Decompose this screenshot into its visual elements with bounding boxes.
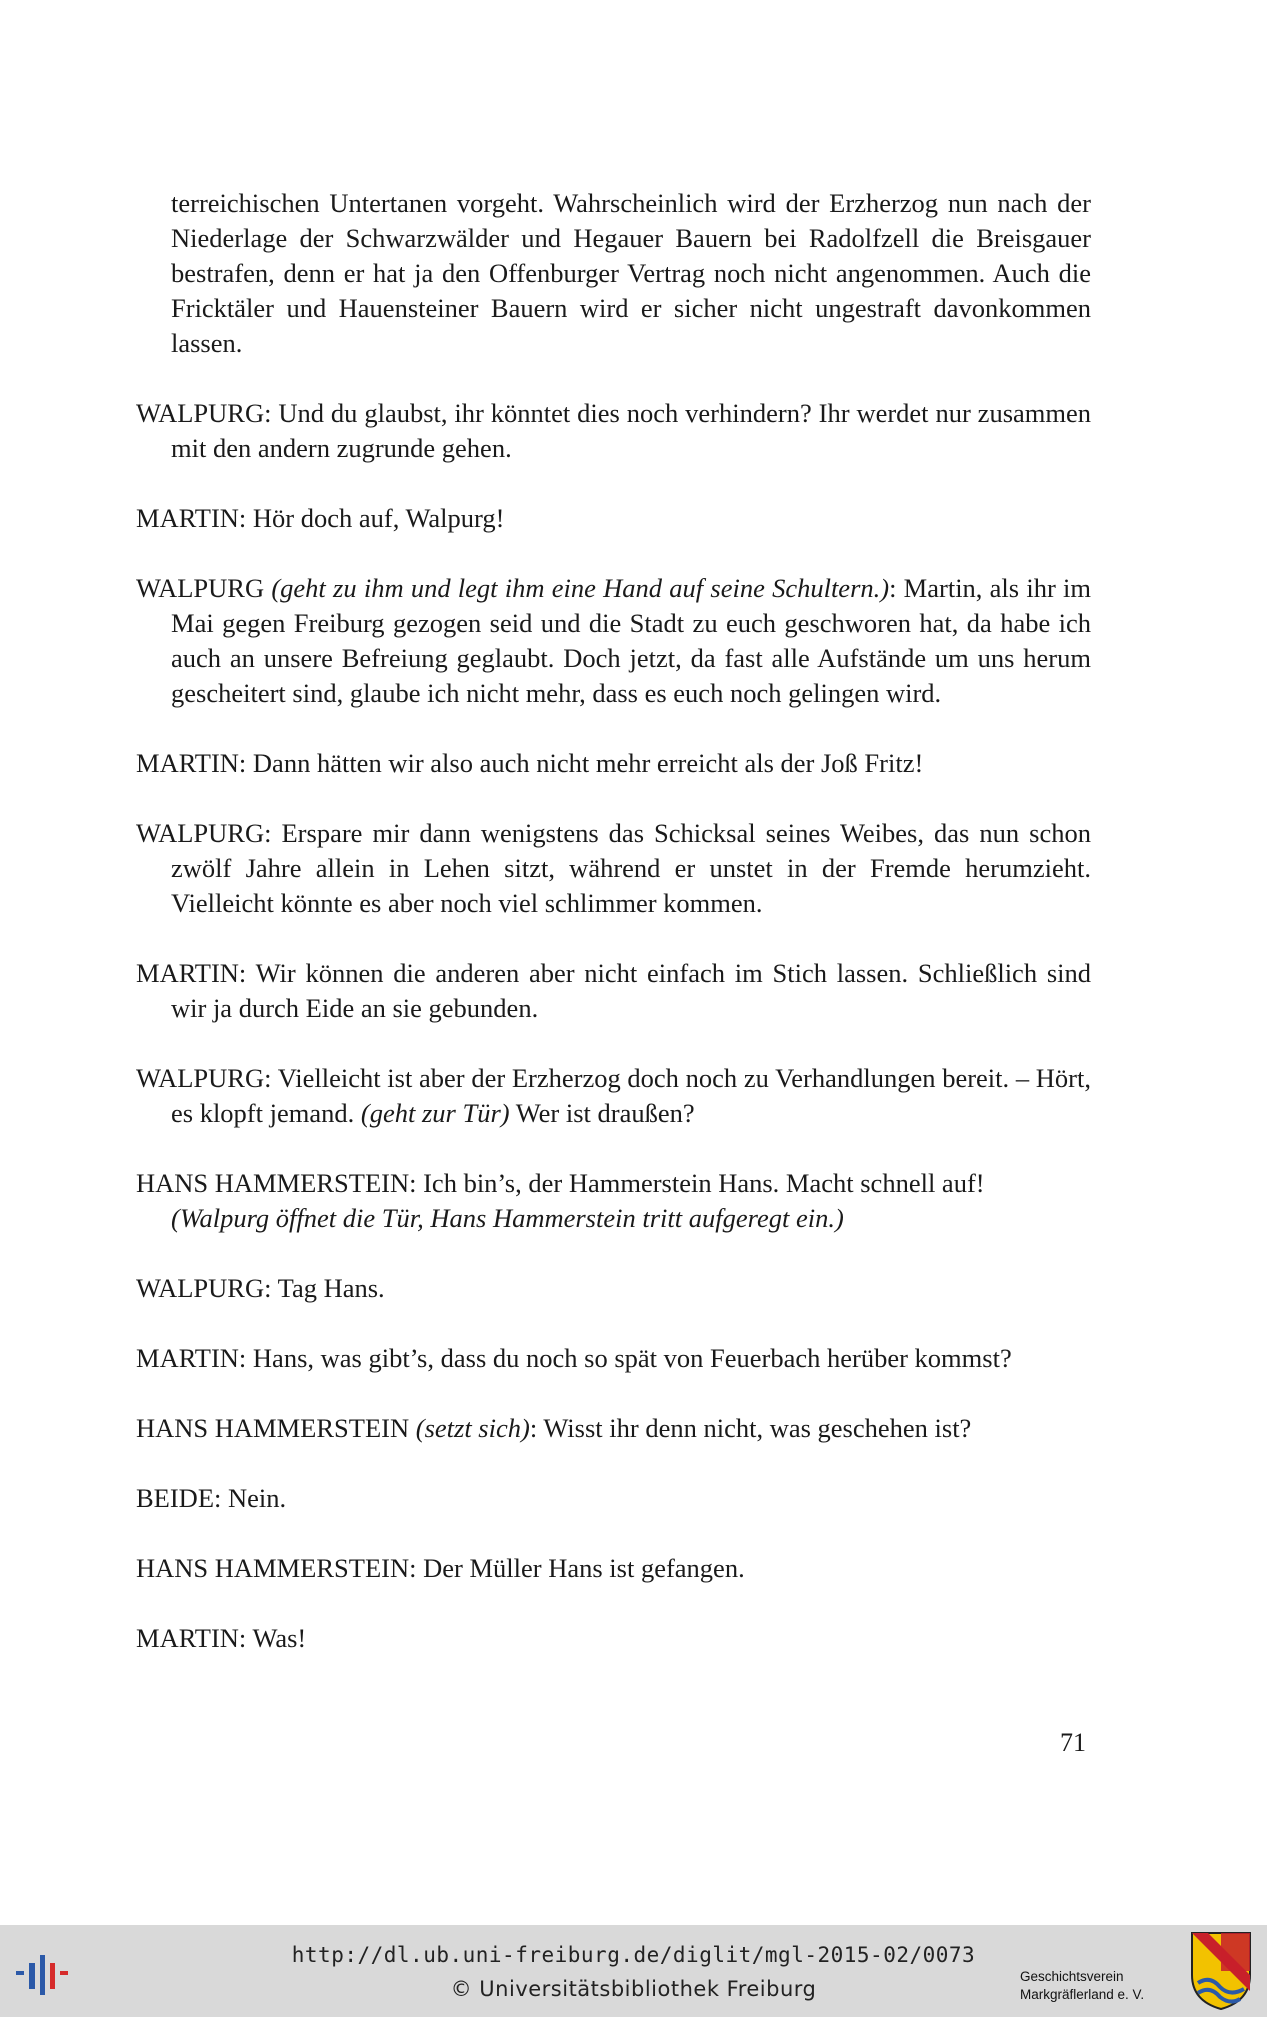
society-name-line: Markgräflerland e. V. [1020, 1987, 1145, 2002]
footer-bar [0, 1925, 1267, 2017]
dialogue-line [136, 1551, 1091, 1586]
coat-of-arms-icon [1190, 1931, 1252, 2011]
dialogue-line [136, 571, 1091, 711]
dialogue-line [136, 1271, 1091, 1306]
dialogue-line [136, 1341, 1091, 1376]
dialogue-text: Dann hätten wir also auch nicht mehr erreicht als der Joß Fritz! [252, 748, 924, 778]
dialogue-text: Nein. [228, 1483, 287, 1513]
speaker-name: MARTIN: [136, 1343, 247, 1373]
dialogue-line [136, 1166, 1091, 1236]
speaker-name: MARTIN: [136, 748, 247, 778]
speaker-name: MARTIN: [136, 503, 247, 533]
dialogue-line [136, 501, 1091, 536]
dialogue-text: Der Müller Hans ist gefangen. [423, 1553, 745, 1583]
dialogue-text: : Wisst ihr denn nicht, was geschehen ist? [529, 1413, 972, 1443]
dialogue-text: Vielleicht ist aber der Erzherzog doch noch zu Verhandlungen bereit. – Hört, es klopft jemand. [171, 1063, 1091, 1128]
dialogue-text: Und du glaubst, ihr könntet dies noch verhindern? Ihr werdet nur zusammen mit den andern zugrunde gehen. [171, 398, 1092, 463]
speaker-name: WALPURG: [136, 398, 272, 428]
dialogue-text: Tag Hans. [277, 1273, 385, 1303]
dialogue-text: Wir können die anderen aber nicht einfach im Stich lassen. Schließlich sind wir ja durch Eide an sie gebunden. [171, 958, 1091, 1023]
dialogue-text: Was! [252, 1623, 307, 1653]
dialogue-line [136, 396, 1091, 466]
speaker-name: WALPURG: [136, 1063, 272, 1093]
speaker-name: WALPURG [136, 573, 265, 603]
dialogue-line [136, 746, 1091, 781]
speaker-name: WALPURG: [136, 818, 272, 848]
speaker-name: BEIDE: [136, 1483, 222, 1513]
stage-direction: (setzt sich) [415, 1413, 530, 1443]
dialogue-text: : Martin, als ihr im Mai gegen Freiburg gezogen seid und die Stadt zu euch geschworen hat, da habe ich auch an unsere Befreiung geglaubt. Doch jetzt, da fast alle Aufstände um uns herum gescheitert sind, glaube ich nicht mehr, dass es euch noch gelingen wird. [171, 573, 1091, 708]
dialogue-text: Wer ist draußen? [515, 1098, 695, 1128]
footer-url-link[interactable]: http://dl.ub.uni-freiburg.de/diglit/mgl-2015-02/0073 [291, 1943, 976, 1967]
dialogue-line [136, 956, 1091, 1026]
paragraph-text: terreichischen Untertanen vorgeht. Wahrscheinlich wird der Erzherzog nun nach der Niederlage der Schwarzwälder und Hegauer Bauern bei Radolfzell die Breisgauer bestrafen, denn er hat ja den Offenburger Vertrag noch nicht angenommen. Auch die Fricktäler und Hauensteiner Bauern wird er sicher nicht ungestraft davonkommen lassen. [171, 188, 1091, 358]
speaker-name: HANS HAMMERSTEIN: [136, 1168, 417, 1198]
dialogue-line [136, 816, 1091, 921]
society-name [1020, 1968, 1144, 2004]
stage-direction: (geht zu ihm und legt ihm eine Hand auf seine Schultern.) [271, 573, 890, 603]
document-body [136, 186, 1091, 1691]
page-number: 71 [1060, 1728, 1086, 1757]
speaker-name: WALPURG: [136, 1273, 272, 1303]
dialogue-line [136, 1481, 1091, 1516]
dialogue-text: Hans, was gibt’s, dass du noch so spät von Feuerbach herüber kommst? [252, 1343, 1012, 1373]
speaker-name: HANS HAMMERSTEIN [136, 1413, 410, 1443]
speaker-name: MARTIN: [136, 1623, 247, 1653]
dialogue-text: Ich bin’s, der Hammerstein Hans. Macht schnell auf! [423, 1168, 985, 1198]
speaker-name: HANS HAMMERSTEIN: [136, 1553, 417, 1583]
stage-direction: (Walpurg öffnet die Tür, Hans Hammerstein tritt aufgeregt ein.) [171, 1203, 844, 1233]
society-name-line: Geschichtsverein [1020, 1969, 1124, 1984]
stage-direction: (geht zur Tür) [360, 1098, 510, 1128]
dialogue-line [136, 1061, 1091, 1131]
paragraph-continuation [136, 186, 1091, 361]
dialogue-text: Hör doch auf, Walpurg! [252, 503, 505, 533]
dialogue-line [136, 1411, 1091, 1446]
dialogue-text: Erspare mir dann wenigstens das Schicksal seines Weibes, das nun schon zwölf Jahre allein in Lehen sitzt, während er unstet in der Fremde herumzieht. Vielleicht könnte es aber noch viel schlimmer kommen. [171, 818, 1091, 918]
footer-copyright: © Universitätsbibliothek Freiburg [450, 1977, 817, 2001]
speaker-name: MARTIN: [136, 958, 247, 988]
dialogue-line [136, 1621, 1091, 1656]
